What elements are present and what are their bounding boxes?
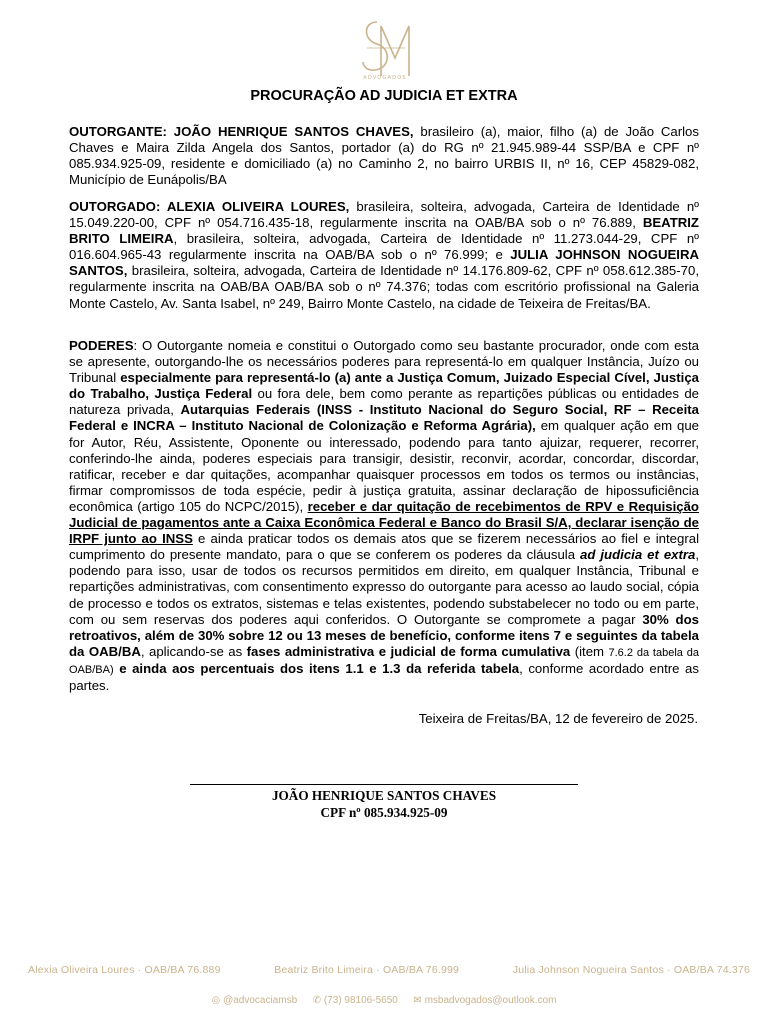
document-date: Teixeira de Freitas/BA, 12 de fevereiro de 2025. (418, 711, 698, 726)
poderes-small: 7.6.2 da tabela da OAB/BA) (69, 646, 699, 676)
poderes-paragraph (69, 338, 699, 694)
outorgante-label: OUTORGANTE: JOÃO HENRIQUE SANTOS CHAVES, (69, 124, 414, 139)
poderes-bold-3: 30% dos retroativos, além de 30% sobre 12 ou 13 meses de benefício, conforme itens 7 e seguintes da tabela da OAB/BA (69, 611, 699, 659)
footer-lawyer-2: Beatriz Brito Limeira · OAB/BA 76.999 (274, 964, 460, 976)
outorgado-text-1: brasileira, solteira, advogada, Carteira de Identidade nº 15.049.220-00, CPF nº 054.716.435-18, regularmente inscrita na OAB/BA sob o nº 76.889, (69, 199, 699, 231)
footer-email: msbadvogados@outlook.com (424, 995, 557, 1006)
poderes-bold-2: Autarquias Federais (INSS - Instituto Nacional do Seguro Social, RF – Receita Federal e INCRA – Instituto Nacional de Colonização e Reforma Agrária), (69, 402, 699, 434)
poderes-text-1: : O Outorgante nomeia e constitui o Outorgado como seu bastante procurador, onde com esta se apresente, outorgando-lhe os necessários poderes para representá-lo em qualquer Instância, Juízo ou Tribunal (69, 338, 699, 386)
footer-phone: (73) 98106-5650 (323, 995, 398, 1006)
poderes-text-2: ou fora dele, bem como perante as repartições públicas ou entidades de natureza privada, (69, 386, 699, 418)
signature-line (190, 784, 578, 785)
footer-instagram: @advocaciamsb (223, 995, 298, 1006)
signature-cpf: CPF nº 085.934.925-09 (320, 805, 448, 820)
outorgado-label: OUTORGADO: ALEXIA OLIVEIRA LOURES, (69, 199, 350, 214)
instagram-icon: ◎ (211, 995, 221, 1006)
poderes-text-8: , conforme acordado entre as partes. (69, 660, 699, 693)
outorgado-text-3: brasileira, solteira, advogada, Carteira de Identidade nº 14.176.809-62, CPF nº 058.612.385-70, regularmente inscrita na OAB/BA OAB/BA sob o nº 74.376; todas com escritório profissional na Galeria Monte Castelo, Av. Santa Isabel, nº 249, Bairro Monte Castelo, na cidade de Teixeira de Freitas/BA. (69, 263, 699, 311)
footer-lawyer-1: Alexia Oliveira Loures · OAB/BA 76.889 (28, 964, 221, 976)
poderes-text-5: , podendo para isso, usar de todos os recursos permitidos em direito, em qualquer Instância, Tribunal e repartições administrativas, com consentimento expresso do outorgante para acesso ao laudo social, cópia de processo e todos os extratos, sistemas e telas existentes, podendo substabelecer no todo ou em parte, com ou sem reservas dos poderes aqui conferidos. O Outorgante se compromete a pagar (69, 547, 700, 627)
logo-tagline: ADVOGADOS (363, 75, 407, 80)
outorgado-paragraph (69, 199, 699, 312)
outorgado-name-3: JULIA JOHNSON NOGUEIRA SANTOS, (69, 247, 699, 279)
outorgado-name-2: BEATRIZ BRITO LIMEIRA (69, 215, 699, 247)
poderes-text-7: (item (570, 643, 609, 659)
poderes-label: PODERES (69, 338, 134, 353)
poderes-text-4: e ainda praticar todos os demais atos que se fizerem necessários ao fiel e integral cumprimento do presente mandato, para o que se conferem os poderes da cláusula (69, 531, 699, 563)
poderes-bold-5: e ainda aos percentuais dos itens 1.1 e 1.3 da referida tabela (113, 660, 520, 676)
firm-logo (355, 18, 415, 80)
outorgante-text: brasileiro (a), maior, filho (a) de João Carlos Chaves e Maira Zilda Angela dos Santos, portador (a) do RG nº 21.945.989-44 SSP/BA e CPF nº 085.934.925-09, residente e domiciliado (a) no Caminho 2, no bairro URBIS II, nº 16, CEP 45829-082, Município de Eunápolis/BA (69, 124, 699, 188)
document-title: PROCURAÇÃO AD JUDICIA ET EXTRA (250, 88, 518, 104)
poderes-text-3: em qualquer ação em que for Autor, Réu, Assistente, Oponente ou interessado, podendo para tanto ajuizar, requerer, recorrer, conferindo-lhe ainda, poderes especiais para transigir, desistir, reconvir, acordar, concordar, discordar, ratificar, receber e dar quitações, acompanhar quaisquer processos em todos os termos ou instâncias, firmar compromissos de toda espécie, pedir à justiça gratuita, assinar declaração de hipossuficiência econômica (artigo 105 do NCPC/2015), (69, 418, 699, 514)
poderes-underlined: receber e dar quitação de recebimentos de RPV e Requisição Judicial de pagamentos ante a Caixa Econômica Federal e Banco do Brasil S/A, declarar isenção de IRPF junto ao INSS (69, 498, 699, 547)
outorgante-paragraph (69, 124, 699, 188)
signature-name: JOÃO HENRIQUE SANTOS CHAVES (271, 788, 497, 803)
email-icon: ✉ (413, 995, 422, 1006)
poderes-bold-4: fases administrativa e judicial de forma cumulativa (246, 643, 571, 659)
poderes-clause: ad judicia et extra (580, 547, 696, 563)
logo-s-mark (363, 22, 387, 70)
outorgado-text-2: , brasileira, solteira, advogada, Carteira de Identidade nº 11.273.044-29, CPF nº 016.604.965-43 regularmente inscrita na OAB/BA sob o nº 76.999; e (69, 231, 699, 263)
poderes-text-6: , aplicando-se as (140, 643, 247, 659)
phone-icon: ✆ (312, 995, 322, 1006)
footer-lawyers (28, 964, 750, 976)
footer-contact (0, 995, 768, 1006)
poderes-bold-1: especialmente para representá-lo (a) ante a Justiça Comum, Juizado Especial Cível, Justiça do Trabalho, Justiça Federal (69, 370, 699, 402)
footer-lawyer-3: Julia Johnson Nogueira Santos · OAB/BA 74.376 (512, 964, 750, 976)
